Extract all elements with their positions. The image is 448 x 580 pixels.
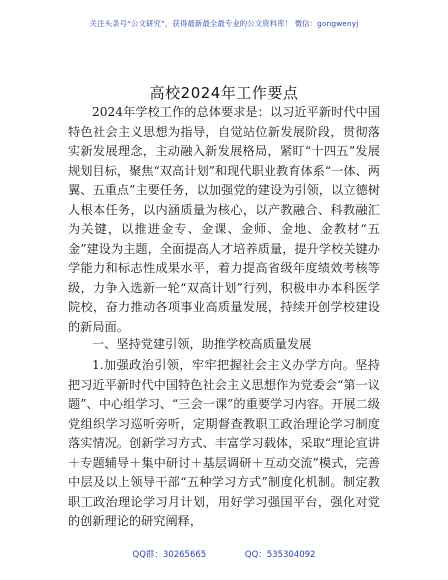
paragraph-item-1: 1.加强政治引领，牢牢把握社会主义办学方向。坚持把习近平新时代中国特色社会主义思想作为党委会“第一议题”、中心组学习、“三会一课”的重要学习内容。开展二级党组织学习巡听旁听，定期督查教职工政治理论学习制度落实情况。创新学习方式、丰富学习载体，采取“理论宣讲＋专题辅导＋集中研讨＋基层调研＋互动交流”模式，完善中层及以上领导干部“五种学习方式”制度化机制。制定教职工政治理论学习月计划，用好学习强国平台，强化对党的创新理论的研究阐释， xyxy=(68,358,380,528)
footer-contacts xyxy=(0,548,448,560)
footer-qq-group: QQ群：30265665 xyxy=(132,550,207,560)
footer-qq: QQ：535304092 xyxy=(244,550,316,560)
header-banner: 关注头条号“公文研究”，获得最新最全最专业的公文资料库！ 微信：gongwenyj xyxy=(89,19,359,28)
document-title: 高校2024年工作要点 xyxy=(149,84,299,102)
paragraph-intro: 2024年学校工作的总体要求是：以习近平新时代中国特色社会主义思想为指导，自觉站位新发展阶段，贯彻落实新发展理念，主动融入新发展格局，紧盯“十四五”发展规划目标，聚焦“双高计划”和现代职业教育体系“一体、两翼、五重点”主要任务，以加强党的建设为引领，以立德树人根本任务，以内涵质量为核心，以产教融合、科教融汇为关键，以推进金专、金课、金师、金地、金教材“五金”建设为主题，全面提高人才培养质量，提升学校关键办学能力和标志性成果水平，着力提高省级年度绩效考核等级，力争入选新一轮“双高计划”行列，积极申办本科医学院校，奋力推动各项事业高质量发展，持续开创学校建设的新局面。 xyxy=(68,105,380,334)
section-heading-1: 一、坚持党建引领，助推学校高质量发展 xyxy=(92,337,312,351)
